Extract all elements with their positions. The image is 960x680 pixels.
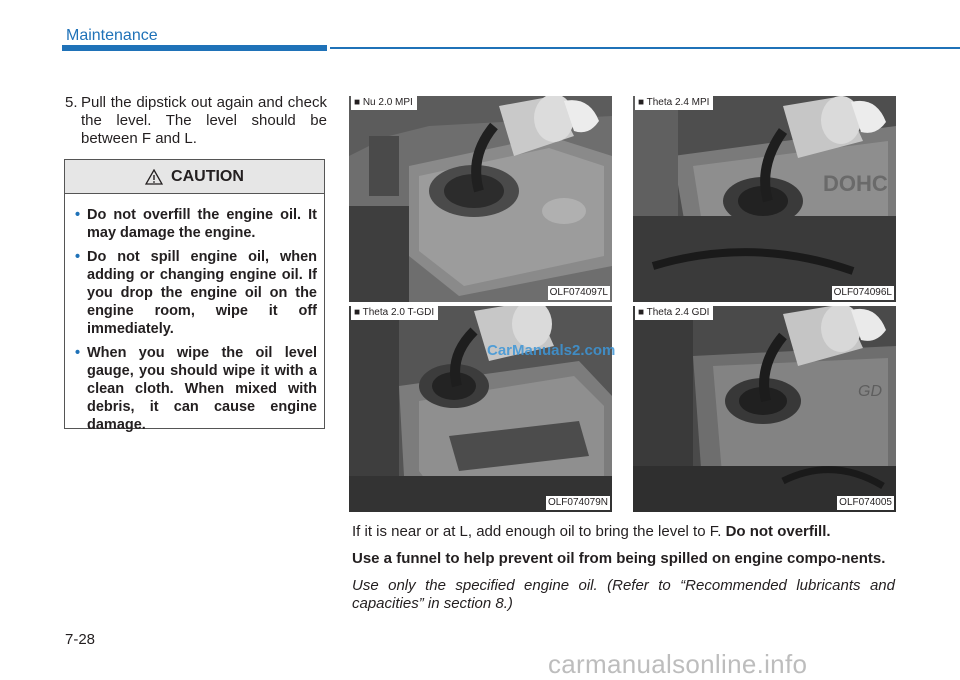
engine-photo-theta-2-0-t-gdi (349, 306, 612, 512)
engine-illustration (349, 96, 612, 302)
svg-text:DOHC: DOHC (823, 171, 888, 196)
paragraph-specified-oil: Use only the specified engine oil. (Refer to “Recommended lubricants and capacities” in section 8.) (352, 577, 895, 612)
caution-item: • Do not spill engine oil, when adding or changing engine oil. If you drop the engine oil on the engine room, wipe it off immediately. (75, 249, 317, 337)
caution-box (64, 159, 325, 433)
step-number: 5. (65, 94, 78, 111)
caution-item: • When you wipe the oil level gauge, you should wipe it with a clean cloth. When mixed with debris, it can cause engine damage. (75, 345, 317, 433)
figure-code: OLF074079N (547, 497, 608, 508)
header-rule-thin (330, 47, 960, 49)
engine-photo-theta-2-4-mpi (633, 96, 896, 302)
caution-item: • Do not overfill the engine oil. It may damage the engine. (75, 207, 317, 241)
figure-label: ■ Nu 2.0 MPI (351, 96, 417, 110)
svg-text:GD: GD (858, 383, 882, 400)
engine-illustration (633, 96, 896, 302)
paragraph-funnel: Use a funnel to help prevent oil from being spilled on engine compo-nents. (352, 550, 886, 567)
engine-illustration (349, 306, 612, 512)
bullet-dot-icon: • (75, 207, 81, 223)
figure-label: ■ Theta 2.4 MPI (635, 96, 713, 110)
engine-photo-theta-2-4-gdi (633, 306, 896, 512)
header-rule-thick (62, 45, 327, 51)
section-title: Maintenance (66, 27, 158, 44)
bullet-dot-icon: • (75, 249, 81, 265)
page-number: 7-28 (65, 631, 96, 648)
caution-header (65, 160, 324, 194)
step-text: Pull the dipstick out again and check the level. The level should be between F and L. (81, 94, 327, 147)
footer-watermark: carmanualsonline.info (548, 649, 808, 679)
bullet-dot-icon: • (75, 345, 81, 361)
figure-label: ■ Theta 2.0 T-GDI (351, 306, 438, 320)
step-5 (65, 94, 327, 148)
warning-triangle-icon (145, 169, 163, 185)
paragraph-add-oil: If it is near or at L, add enough oil to bring the level to F. Do not overfill. (352, 523, 831, 540)
body-text (352, 523, 895, 622)
engine-illustration (633, 306, 896, 512)
overlay-watermark: CarManuals2.com (487, 342, 616, 359)
engine-photo-nu-2-0-mpi (349, 96, 612, 302)
figure-code: OLF074005 (839, 497, 892, 508)
caution-title: CAUTION (171, 167, 244, 185)
figure-label: ■ Theta 2.4 GDI (635, 306, 713, 320)
figure-code: OLF074097L (549, 287, 608, 298)
figure-code: OLF074096L (833, 287, 892, 298)
caution-list (65, 194, 324, 434)
